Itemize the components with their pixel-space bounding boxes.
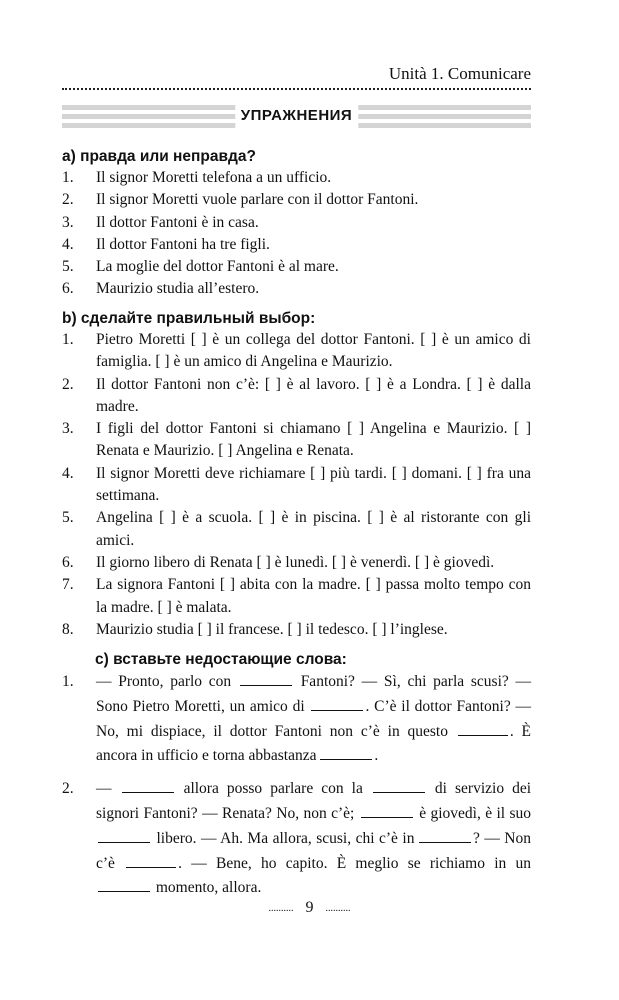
- list-item: 5. Angelina [ ] è a scuola. [ ] è in piscina. [ ] è al ristorante con gli amici.: [62, 509, 531, 549]
- answer-blank[interactable]: [320, 745, 372, 760]
- list-item: 1. Pietro Moretti [ ] è un collega del dottor Fantoni. [ ] è un amico di famiglia. [ ] è un amico di Angelina e Maurizio.: [62, 331, 531, 371]
- footer-leader: ..........: [325, 902, 351, 914]
- answer-blank[interactable]: [311, 696, 363, 711]
- section-c-heading: c) вставьте недостающие слова:: [95, 651, 347, 668]
- answer-blank[interactable]: [126, 853, 176, 868]
- section-b-heading: b) сделайте правильный выбор:: [62, 310, 316, 327]
- answer-blank[interactable]: [98, 877, 150, 892]
- list-item: 3. I figli del dottor Fantoni si chiamano [ ] Angelina e Maurizio. [ ] Renata e Maurizio. [ ] Angelina e Renata.: [62, 420, 531, 460]
- list-item: 5. La moglie del dottor Fantoni è al mare.: [62, 258, 339, 276]
- answer-blank[interactable]: [419, 828, 471, 843]
- answer-blank[interactable]: [458, 721, 508, 736]
- header-dotted-rule: [62, 88, 531, 90]
- list-item: 2. Il signor Moretti vuole parlare con il dottor Fantoni.: [62, 191, 419, 209]
- answer-blank[interactable]: [240, 671, 292, 686]
- list-item: 1. — Pronto, parlo con Fantoni? — Sì, chi parla scusi? — Sono Pietro Moretti, un amico di . C’è il dottor Fantoni? — No, mi dispiace, il dottor Fantoni non c’è in questo . È ancora in ufficio e torna abbastanza .: [62, 673, 532, 765]
- list-item: 4. Il signor Moretti deve richiamare [ ] più tardi. [ ] domani. [ ] fra una settimana.: [62, 464, 531, 505]
- list-item: 7. La signora Fantoni [ ] abita con la madre. [ ] passa molto tempo con la madre. [ ] è malata.: [62, 576, 531, 616]
- list-item: 6. Maurizio studia all’estero.: [62, 280, 260, 298]
- answer-blank[interactable]: [361, 803, 413, 818]
- exercises-banner: [62, 103, 531, 130]
- list-item: 2. Il dottor Fantoni non c’è: [ ] è al lavoro. [ ] è a Londra. [ ] è dalla madre.: [62, 375, 531, 415]
- list-item: 6. Il giorno libero di Renata [ ] è lunedì. [ ] è venerdì. [ ] è giovedì.: [62, 553, 495, 571]
- list-item: 1. Il signor Moretti telefona a un ufficio.: [62, 169, 332, 186]
- section-b-list: [62, 329, 531, 641]
- running-header: Unità 1. Comunicare: [388, 64, 531, 83]
- list-item: 4. Il dottor Fantoni ha tre figli.: [62, 235, 270, 253]
- page-footer: [0, 899, 619, 917]
- exercises-title: УПРАЖНЕНИЯ: [235, 104, 358, 128]
- answer-blank[interactable]: [98, 828, 150, 843]
- answer-blank[interactable]: [373, 778, 425, 793]
- list-item: 2. — allora posso parlare con la di servizio dei signori Fantoni? — Renata? No, non c’è; è giovedì, è il suo libero. — Ah. Ma allora, scusi, chi c’è in ? — Non c’è . — Bene, ho capito. È meglio se richiamo in un momento, allora.: [62, 780, 532, 897]
- section-c-list: [62, 670, 531, 901]
- section-a-heading: а) правда или неправда?: [62, 148, 256, 165]
- answer-blank[interactable]: [122, 778, 174, 793]
- list-item: 8. Maurizio studia [ ] il francese. [ ] il tedesco. [ ] l’inglese.: [62, 620, 448, 638]
- list-item: 3. Il dottor Fantoni è in casa.: [62, 213, 259, 231]
- page-number: 9: [305, 899, 314, 916]
- footer-leader: ..........: [268, 902, 294, 914]
- section-a-list: [62, 167, 531, 301]
